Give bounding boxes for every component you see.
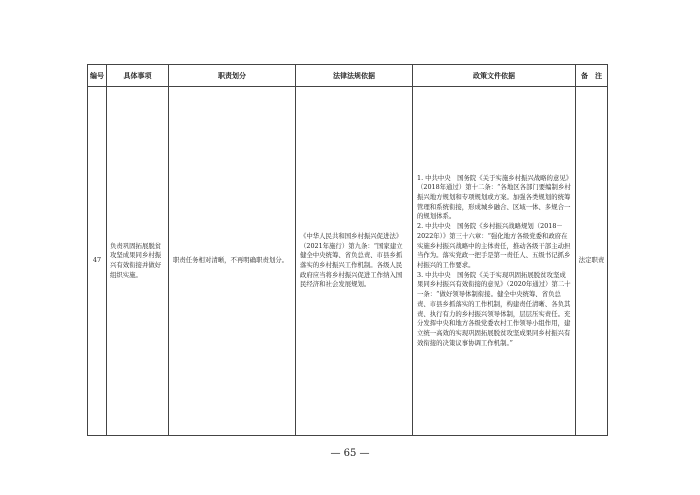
header-note: 备 注	[576, 65, 608, 87]
cell-duty: 职责任务相对清晰，不再明确职责划分。	[169, 87, 296, 436]
header-duty: 职责划分	[169, 65, 296, 87]
policy-item-3: 3. 中共中央 国务院《关于实现巩固拓展脱贫攻坚成果同乡村振兴有效衔接的意见》（2020年通过）第二十一条：“做好领导体制衔接。健全中央统筹、省负总责、市县乡抓落实的工作机制，构建责任清晰、各负其责、执行有力的乡村振兴领导体制，层层压实责任。充分发挥中央和地方各级党委农村工作领导小组作用，建立统一高效的实现巩固拓展脱贫攻坚成果同乡村振兴有效衔接的决策议事协调工作机制。”	[417, 270, 571, 347]
policy-item-1: 1. 中共中央 国务院《关于实施乡村振兴战略的意见》（2018年通过）第十二条：“各地区各部门要编制乡村振兴地方规划和专项规划或方案。加强各类规划的统筹管理和系统衔接，形成城乡融合、区域一体、多规合一的规划体系。	[417, 173, 571, 221]
table-header-row	[88, 65, 608, 87]
table-row	[88, 87, 608, 436]
header-law: 法律法规依据	[296, 65, 413, 87]
cell-policy	[413, 87, 576, 436]
duty-table	[87, 64, 608, 436]
cell-note: 法定职责	[576, 87, 608, 436]
cell-number: 47	[88, 87, 107, 436]
header-item: 具体事项	[107, 65, 169, 87]
cell-item: 负责巩固拓展脱贫攻坚成果同乡村振兴有效衔接并做好组织实施。	[107, 87, 169, 436]
policy-item-2: 2. 中共中央 国务院《乡村振兴战略规划（2018－2022年）》第三十六章：“强化地方各级党委和政府在实施乡村振兴战略中的主体责任，推动各级干部主动担当作为。落实党政一把手是第一责任人、五级书记抓乡村振兴的工作要求。	[417, 222, 571, 269]
header-number: 编号	[88, 65, 107, 87]
header-policy: 政策文件依据	[413, 65, 576, 87]
page-number: — 65 —	[330, 448, 370, 459]
cell-law: 《中华人民共和国乡村振兴促进法》（2021年施行）第九条：“国家建立健全中央统筹、省负总责、市县乡抓落实的乡村振兴工作机制。各级人民政府应当将乡村振兴促进工作纳入国民经济和社会发展规划。	[296, 87, 413, 436]
